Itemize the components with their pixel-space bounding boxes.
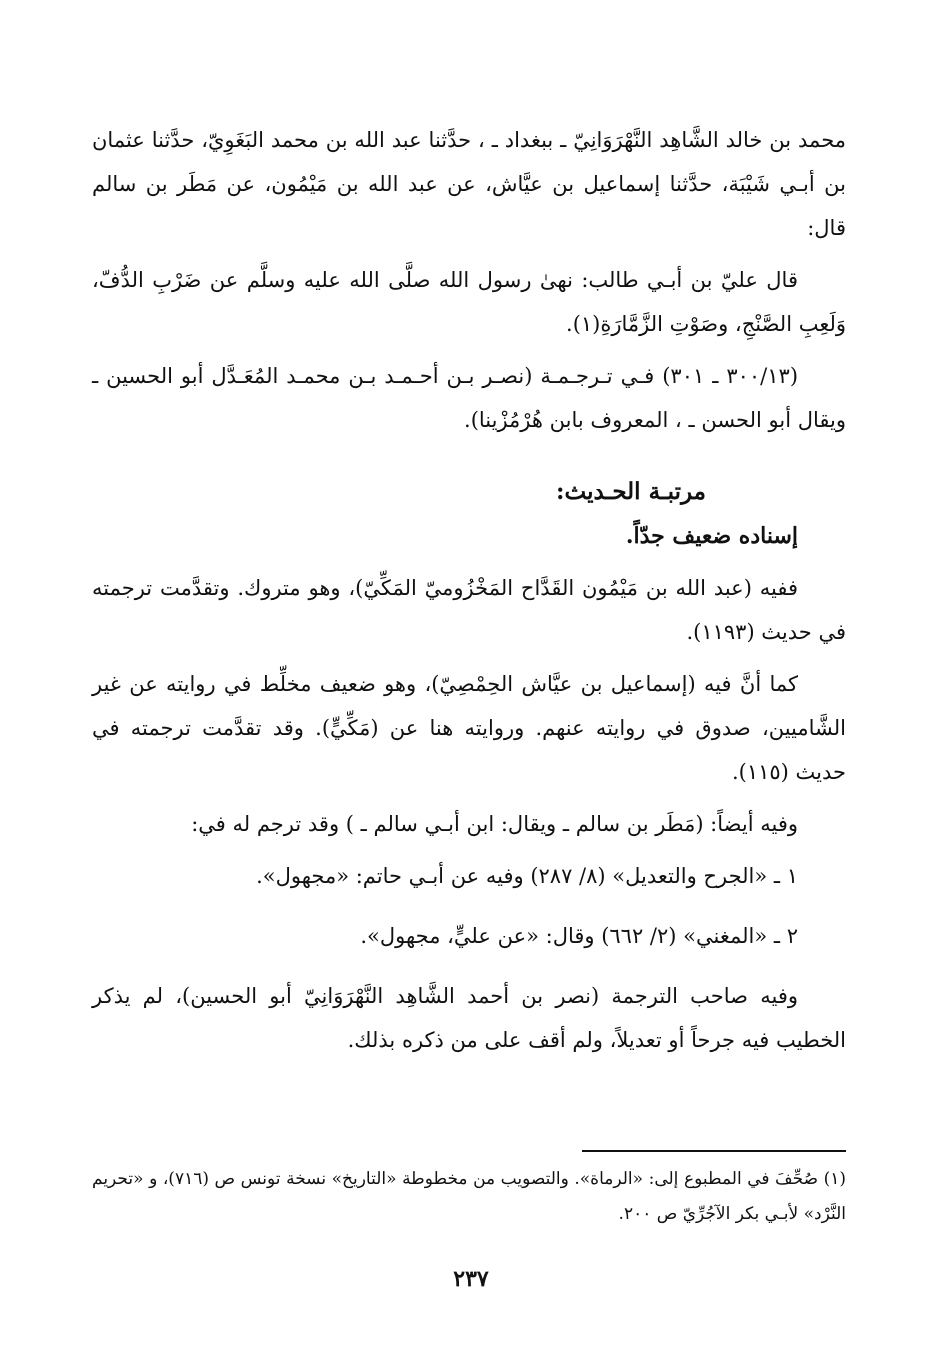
narrator-note-paragraph: ففيه (عبد الله بن مَيْمُون القَدَّاح المَخْزُوميّ المَكِّيّ)، وهو متروك. وتقدَّمت ترجمته في حديث (١١٩٣). bbox=[92, 576, 846, 644]
page-number: ٢٣٧ bbox=[453, 1266, 489, 1292]
footnote-item: (١) صُحِّفَ في المطبوع إلى: «الرماة». والتصويب من مخطوطة «التاريخ» نسخة تونس ص (٧١٦)، و «تحريم النَّرْد» لأبـي بكر الآجُرِّيّ ص ٢٠٠. bbox=[92, 1169, 847, 1224]
footnotes bbox=[92, 1162, 846, 1232]
section-heading: مرتبـة الحـديث: bbox=[556, 478, 706, 505]
footnote-divider bbox=[582, 1150, 846, 1152]
reference-list-item: ٢ ـ «المغني» (٢/ ٦٦٢) وقال: «عن عليٍّ، مجهول». bbox=[360, 924, 798, 948]
grading-statement: إسناده ضعيف جدّاً. bbox=[625, 523, 798, 549]
reference-list-item: ١ ـ «الجرح والتعديل» (٨/ ٢٨٧) وفيه عن أبـي حاتم: «مجهول». bbox=[256, 864, 798, 888]
narrator-note-paragraph: وفيه أيضاً: (مَطَر بن سالم ـ ويقال: ابن أبـي سالم ـ ) وقد ترجم له في: bbox=[191, 812, 798, 836]
page-body bbox=[92, 118, 846, 1070]
hadith-isnad-paragraph: محمد بن خالد الشَّاهِد النَّهْرَوَانِيّ ـ ببغداد ـ ، حدَّثنا عبد الله بن محمد البَغَوِيّ، حدَّثنا عثمان بن أبـي شَيْبَة، حدَّثنا إسماعيل بن عيَّاش، عن عبد الله بن مَيْمُون، عن مَطَر بن سالم قال: bbox=[92, 128, 846, 240]
hadith-matn-paragraph: قال عليّ بن أبـي طالب: نهىٰ رسول الله صلَّى الله عليه وسلَّم عن ضَرْبِ الدُّفّ، وَلَعِبِ الصَّنْجِ، وصَوْتِ الزَّمَّارَةِ(١). bbox=[92, 268, 846, 336]
narrator-note-paragraph: كما أنَّ فيه (إسماعيل بن عيَّاش الحِمْصِيّ)، وهو ضعيف مخلِّط في روايته عن غير الشَّاميين، صدوق في روايته عنهم. وروايته هنا عن (مَكِّيٍّ). وقد تقدَّمت ترجمته في حديث (١١٥). bbox=[92, 672, 846, 784]
narrator-note-paragraph: وفيه صاحب الترجمة (نصر بن أحمد الشَّاهِد النَّهْرَوَانِيّ أبو الحسين)، لم يذكر الخطيب فيه جرحاً أو تعديلاً، ولم أقف على من ذكره بذلك. bbox=[92, 984, 846, 1052]
source-reference-paragraph: (٣٠٠/١٣ ـ ٣٠١) فـي تـرجـمـة (نصـر بـن أحـمـد بـن محمـد المُعَـدَّل أبو الحسين ـ ويقال أبو الحسن ـ ، المعروف بابن هُرْمُزْينا). bbox=[92, 364, 846, 432]
